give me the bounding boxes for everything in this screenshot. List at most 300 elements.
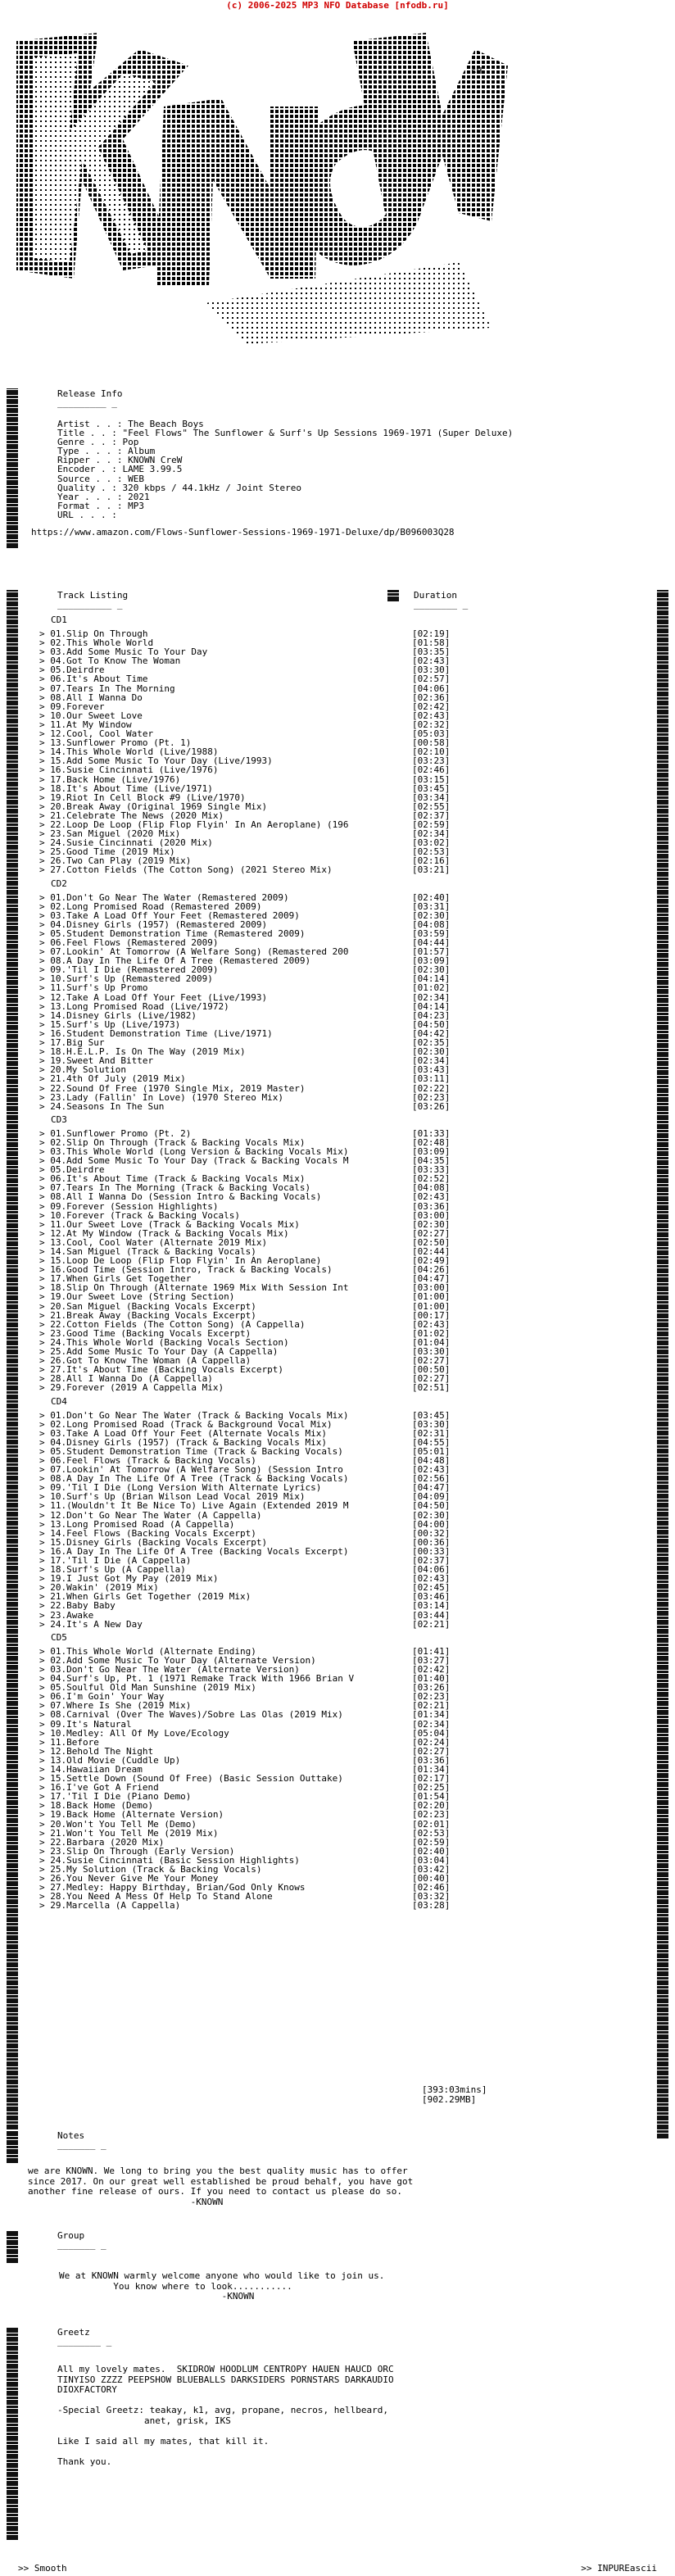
track-duration: [03:23]	[412, 756, 451, 766]
track-row	[39, 993, 461, 1002]
known-ascii-logo	[0, 16, 524, 361]
track-row	[39, 665, 461, 674]
track-duration: [05:04]	[412, 1728, 451, 1738]
track-duration: [02:48]	[412, 1137, 451, 1147]
track-title: > 04.Disney Girls (1957) (Track & Backing Vocals Mix)	[39, 1437, 327, 1447]
track-row	[39, 1474, 461, 1483]
track-title: > 09.It's Natural	[39, 1719, 132, 1729]
track-title: > 21.Won't You Tell Me (2019 Mix)	[39, 1828, 219, 1838]
track-row	[39, 729, 461, 738]
track-title: > 15.Disney Girls (Backing Vocals Excerpt)	[39, 1537, 268, 1547]
release-info-field: Source . . : WEB	[57, 474, 144, 483]
track-row	[39, 920, 461, 929]
track-title: > 16.Susie Cincinnati (Live/1976)	[39, 765, 219, 775]
track-title: > 17.'Til I Die (Piano Demo)	[39, 1792, 192, 1802]
track-row	[39, 1292, 461, 1301]
track-row	[39, 802, 461, 811]
disc-heading: CD2	[51, 878, 67, 889]
track-duration: [02:27]	[412, 1356, 451, 1366]
track-row	[39, 702, 461, 711]
track-title: > 04.Got To Know The Woman	[39, 656, 181, 666]
track-title: > 08.A Day In The Life Of A Tree (Track & Backing Vocals)	[39, 1474, 349, 1484]
notes-heading: Notes	[57, 2130, 85, 2141]
track-row	[39, 1592, 461, 1601]
track-list	[39, 611, 461, 1910]
release-info-field: Artist . . : The Beach Boys	[57, 420, 204, 429]
track-duration: [02:37]	[412, 1556, 451, 1566]
track-title: > 18.Back Home (Demo)	[39, 1801, 154, 1811]
track-title: > 24.Susie Cincinnati (2020 Mix)	[39, 838, 213, 848]
track-row	[39, 1038, 461, 1047]
track-title: > 19.Our Sweet Love (String Section)	[39, 1292, 235, 1302]
track-title: > 14.Disney Girls (Live/1982)	[39, 1010, 197, 1020]
track-duration: [04:50]	[412, 1019, 451, 1029]
track-duration: [01:00]	[412, 1301, 451, 1311]
disc-heading: CD4	[51, 1395, 67, 1407]
total-time: [393:03mins]	[422, 2084, 487, 2095]
track-row	[39, 1202, 461, 1211]
track-row	[39, 829, 461, 838]
track-row	[39, 629, 461, 638]
footer-left: >> Smooth	[18, 2563, 67, 2574]
track-title: > 22.Loop De Loop (Flip Flop Flyin' In An Aeroplane) (196	[39, 819, 349, 830]
release-info-field: Quality . : 320 kbps / 44.1kHz / Joint Stereo	[57, 483, 302, 492]
release-url[interactable]: https://www.amazon.com/Flows-Sunflower-Sessions-1969-1971-Deluxe/dp/B096003Q28	[31, 527, 455, 537]
track-row	[39, 1501, 461, 1510]
track-title: > 07.Lookin' At Tomorrow (A Welfare Song) (Remastered 200	[39, 947, 349, 957]
track-duration: [04:44]	[412, 938, 451, 948]
track-row	[39, 1865, 461, 1874]
track-row	[39, 1065, 461, 1074]
track-duration: [02:49]	[412, 1256, 451, 1266]
track-row	[39, 1084, 461, 1093]
track-row	[39, 1220, 461, 1229]
track-title: > 24.This Whole World (Backing Vocals Section)	[39, 1337, 289, 1348]
track-title: > 20.Wakin' (2019 Mix)	[39, 1583, 159, 1593]
disc-heading: CD5	[51, 1631, 67, 1643]
track-row	[39, 865, 461, 874]
nfo-footer	[0, 2563, 675, 2576]
track-duration: [02:34]	[412, 992, 451, 1002]
track-title: > 13.Long Promised Road (A Cappella)	[39, 1519, 235, 1529]
track-title: > 04.Surf's Up, Pt. 1 (1971 Remake Track With 1966 Brian V	[39, 1674, 355, 1684]
section-bar-left	[7, 2130, 18, 2163]
track-row	[39, 983, 461, 992]
track-row	[39, 1156, 461, 1165]
track-row	[39, 765, 461, 774]
track-duration: [02:20]	[412, 1801, 451, 1811]
track-title: > 07.Tears In The Morning (Track & Backing Vocals)	[39, 1183, 311, 1193]
track-row	[39, 1601, 461, 1610]
heading-underline: _________ _	[57, 397, 117, 408]
tracklist-heading: Track Listing	[57, 590, 129, 601]
track-duration: [03:14]	[412, 1601, 451, 1611]
track-row	[39, 720, 461, 729]
track-title: > 13.Old Movie (Cuddle Up)	[39, 1755, 181, 1765]
track-title: > 21.4th Of July (2019 Mix)	[39, 1074, 186, 1084]
track-duration: [00:36]	[412, 1537, 451, 1547]
track-title: > 24.It's A New Day	[39, 1619, 143, 1629]
track-row	[39, 693, 461, 702]
track-row	[39, 1329, 461, 1338]
track-duration: [02:34]	[412, 1719, 451, 1729]
track-duration: [02:43]	[412, 1319, 451, 1329]
track-duration: [04:35]	[412, 1156, 451, 1166]
track-duration: [02:45]	[412, 1583, 451, 1593]
track-duration: [04:06]	[412, 683, 451, 693]
track-title: > 06.It's About Time	[39, 674, 148, 684]
track-row	[39, 1183, 461, 1192]
track-duration: [02:46]	[412, 1883, 451, 1893]
track-duration: [04:00]	[412, 1519, 451, 1529]
track-title: > 12.At My Window (Track & Backing Vocals Mix)	[39, 1228, 289, 1238]
track-duration: [02:23]	[412, 1810, 451, 1820]
track-title: > 04.Add Some Music To Your Day (Track & Backing Vocals M	[39, 1156, 349, 1166]
release-info-field: Genre . . : Pop	[57, 438, 139, 447]
section-bar-right	[657, 590, 668, 2138]
track-row	[39, 1492, 461, 1501]
track-duration: [01:54]	[412, 1792, 451, 1802]
track-duration: [03:26]	[412, 1683, 451, 1693]
track-row	[39, 1420, 461, 1429]
track-row	[39, 1047, 461, 1056]
track-row	[39, 1810, 461, 1819]
track-row	[39, 1747, 461, 1756]
release-info-field: Title . . : "Feel Flows" The Sunflower & Surf's Up Sessions 1969-1971 (Super Deluxe)	[57, 429, 514, 438]
track-duration: [02:01]	[412, 1819, 451, 1829]
track-duration: [03:11]	[412, 1074, 451, 1084]
track-title: > 17.Big Sur	[39, 1038, 105, 1048]
track-duration: [02:25]	[412, 1783, 451, 1793]
track-title: > 19.Riot In Cell Block #9 (Live/1970)	[39, 792, 246, 802]
track-row	[39, 747, 461, 756]
track-title: > 24.Seasons In The Sun	[39, 1101, 165, 1111]
track-title: > 05.Deirdre	[39, 665, 105, 675]
track-duration: [02:16]	[412, 856, 451, 866]
track-row	[39, 947, 461, 956]
track-row	[39, 1820, 461, 1829]
track-duration: [02:43]	[412, 1192, 451, 1202]
track-duration: [00:40]	[412, 1874, 451, 1884]
track-title: > 29.Marcella (A Cappella)	[39, 1901, 181, 1911]
release-info-field: Year . . . : 2021	[57, 492, 150, 501]
track-duration: [03:33]	[412, 1165, 451, 1175]
track-title: > 09.Forever	[39, 701, 105, 711]
track-row	[39, 838, 461, 847]
track-title: > 12.Cool, Cool Water	[39, 729, 154, 739]
track-row	[39, 1720, 461, 1729]
track-row	[39, 965, 461, 974]
track-duration: [02:35]	[412, 1038, 451, 1048]
section-bar-left	[7, 590, 18, 2138]
track-duration: [02:43]	[412, 1465, 451, 1475]
track-duration: [02:30]	[412, 1219, 451, 1229]
track-row	[39, 938, 461, 947]
track-row	[39, 1247, 461, 1256]
track-row	[39, 1883, 461, 1892]
track-row	[39, 1738, 461, 1747]
track-row	[39, 1456, 461, 1465]
track-duration: [03:15]	[412, 774, 451, 784]
track-row	[39, 893, 461, 902]
track-title: > 10.Surf's Up (Remastered 2009)	[39, 974, 213, 984]
track-title: > 12.Behold The Night	[39, 1746, 154, 1756]
disc-heading: CD1	[51, 615, 67, 625]
track-duration: [03:45]	[412, 1410, 451, 1420]
track-title: > 14.San Miguel (Track & Backing Vocals)	[39, 1247, 256, 1257]
track-duration: [03:00]	[412, 1283, 451, 1293]
track-title: > 09.Forever (Session Highlights)	[39, 1201, 219, 1211]
track-title: > 18.Slip On Through (Alternate 1969 Mix With Session Int	[39, 1283, 349, 1293]
track-row	[39, 820, 461, 829]
track-duration: [03:31]	[412, 901, 451, 911]
track-title: > 01.Slip On Through	[39, 629, 148, 639]
track-title: > 05.Student Demonstration Time (Remastered 2009)	[39, 928, 306, 938]
track-duration: [04:42]	[412, 1028, 451, 1039]
track-title: > 19.Back Home (Alternate Version)	[39, 1810, 224, 1820]
track-duration: [02:30]	[412, 965, 451, 975]
track-title: > 15.Settle Down (Sound Of Free) (Basic Session Outtake)	[39, 1774, 343, 1784]
track-title: > 03.Don't Go Near The Water (Alternate Version)	[39, 1664, 300, 1675]
track-row	[39, 1774, 461, 1783]
track-title: > 19.Sweet And Bitter	[39, 1056, 154, 1066]
track-duration: [03:45]	[412, 783, 451, 793]
track-duration: [02:55]	[412, 801, 451, 811]
track-duration: [02:52]	[412, 1174, 451, 1184]
track-title: > 11.At My Window	[39, 719, 132, 730]
track-title: > 28.All I Wanna Do (A Cappella)	[39, 1374, 213, 1384]
track-title: > 09.'Til I Die (Long Version With Alternate Lyrics)	[39, 1483, 322, 1493]
track-row	[39, 1483, 461, 1492]
track-duration: [02:23]	[412, 1092, 451, 1102]
heading-underline: ________ _	[57, 2336, 112, 2347]
footer-right: >> INPUREascii	[581, 2563, 657, 2574]
track-title: > 27.Medley: Happy Birthday, Brian/God Only Knows	[39, 1883, 306, 1893]
track-title: > 02.This Whole World	[39, 638, 154, 648]
track-duration: [02:43]	[412, 1574, 451, 1584]
notes-text: we are KNOWN. We long to bring you the best quality music has to offer since 2017. On our great well established be proud behalf, you have got another fine release of ours. If you need to contact us please do so. -KNOWN	[28, 2166, 414, 2207]
track-row	[39, 1701, 461, 1710]
track-row	[39, 1302, 461, 1311]
heading-underline: ________ _	[414, 599, 469, 610]
track-duration: [04:08]	[412, 919, 451, 929]
track-duration: [02:24]	[412, 1737, 451, 1747]
track-title: > 24.Susie Cincinnati (Basic Session Highlights)	[39, 1855, 300, 1865]
track-duration: [04:09]	[412, 1492, 451, 1502]
track-duration: [02:56]	[412, 1474, 451, 1484]
track-title: > 11.Surf's Up Promo	[39, 983, 148, 993]
track-duration: [03:32]	[412, 1892, 451, 1902]
track-title: > 17.Back Home (Live/1976)	[39, 774, 181, 784]
heading-underline: _______ _	[57, 2139, 106, 2150]
track-row	[39, 1229, 461, 1238]
track-title: > 02.Long Promised Road (Track & Background Vocal Mix)	[39, 1419, 333, 1429]
track-duration: [01:40]	[412, 1674, 451, 1684]
greetz-heading: Greetz	[57, 2327, 90, 2338]
track-duration: [02:43]	[412, 656, 451, 666]
track-duration: [00:58]	[412, 738, 451, 748]
track-row	[39, 647, 461, 656]
track-duration: [04:14]	[412, 974, 451, 984]
greetz-section	[7, 2327, 668, 2540]
track-title: > 05.Student Demonstration Time (Track & Backing Vocals)	[39, 1446, 343, 1456]
track-duration: [00:50]	[412, 1365, 451, 1375]
release-info-section	[7, 388, 668, 585]
track-duration: [02:22]	[412, 1083, 451, 1093]
track-title: > 22.Baby Baby	[39, 1601, 116, 1611]
track-duration: [02:40]	[412, 1846, 451, 1856]
tracklist-section	[7, 590, 668, 2138]
track-duration: [03:21]	[412, 865, 451, 875]
track-title: > 10.Our Sweet Love	[39, 710, 143, 720]
track-title: > 20.Won't You Tell Me (Demo)	[39, 1819, 197, 1829]
track-row	[39, 1383, 461, 1392]
track-duration: [02:42]	[412, 701, 451, 711]
track-duration: [02:30]	[412, 1047, 451, 1057]
track-duration: [03:30]	[412, 665, 451, 675]
track-duration: [02:50]	[412, 1237, 451, 1247]
release-info-heading: Release Info	[57, 388, 123, 399]
track-title: > 06.I'm Goin' Your Way	[39, 1692, 165, 1702]
track-duration: [01:57]	[412, 947, 451, 957]
track-row	[39, 1347, 461, 1356]
track-row	[39, 1283, 461, 1292]
track-duration: [02:51]	[412, 1383, 451, 1393]
release-info-field: Encoder . : LAME 3.99.5	[57, 465, 183, 474]
track-duration: [03:30]	[412, 1347, 451, 1357]
track-title: > 23.Awake	[39, 1610, 94, 1620]
track-title: > 04.Disney Girls (1957) (Remastered 2009)	[39, 919, 268, 929]
track-duration: [02:59]	[412, 1837, 451, 1847]
track-row	[39, 1829, 461, 1838]
release-info-fields	[57, 420, 513, 519]
track-title: > 06.Feel Flows (Track & Backing Vocals)	[39, 1455, 256, 1466]
total-size: [902.29MB]	[422, 2094, 477, 2105]
track-duration: [02:36]	[412, 692, 451, 702]
track-duration: [03:28]	[412, 1901, 451, 1911]
track-duration: [02:42]	[412, 1664, 451, 1675]
track-row	[39, 1856, 461, 1865]
track-row	[39, 1074, 461, 1083]
track-duration: [02:31]	[412, 1428, 451, 1438]
track-title: > 14.Hawaiian Dream	[39, 1764, 143, 1775]
track-duration: [03:36]	[412, 1755, 451, 1765]
track-duration: [04:06]	[412, 1565, 451, 1575]
logo-tag: sH	[471, 66, 482, 76]
track-row	[39, 1847, 461, 1856]
greetz-text: All my lovely mates. SKIDROW HOODLUM CENTROPY HAUEN HAUCD ORC TINYISO ZZZZ PEEPSHOW BLUEBALLS DARKSIDERS PORNSTARS DARKAUDIO DIOXFACTORY -Special Greetz: teakay, k1, avg, propane, necros, hellbeard, anet, grisk, IKS Like I said all my mates, that kill it. Thank you.	[57, 2364, 394, 2467]
heading-underline: _______ _	[57, 2239, 106, 2250]
track-title: > 23.Slip On Through (Early Version)	[39, 1846, 235, 1856]
track-title: > 27.Cotton Fields (The Cotton Song) (2021 Stereo Mix)	[39, 865, 333, 875]
track-row	[39, 1338, 461, 1347]
track-title: > 02.Long Promised Road (Remastered 2009)	[39, 901, 262, 911]
track-row	[39, 784, 461, 793]
track-duration: [03:42]	[412, 1865, 451, 1875]
track-title: > 10.Medley: All Of My Love/Ecology	[39, 1728, 229, 1738]
release-info-field: Type . . . : Album	[57, 447, 156, 456]
track-row	[39, 1874, 461, 1883]
track-duration: [02:17]	[412, 1774, 451, 1784]
track-title: > 13.Cool, Cool Water (Alternate 2019 Mix)	[39, 1237, 268, 1247]
track-title: > 11.Our Sweet Love (Track & Backing Vocals Mix)	[39, 1219, 300, 1229]
track-title: > 27.It's About Time (Backing Vocals Excerpt)	[39, 1365, 284, 1375]
track-row	[39, 1520, 461, 1529]
track-title: > 25.My Solution (Track & Backing Vocals)	[39, 1865, 262, 1875]
track-row	[39, 1374, 461, 1383]
track-title: > 20.Break Away (Original 1969 Single Mix)	[39, 801, 268, 811]
track-duration: [04:47]	[412, 1483, 451, 1493]
track-title: > 25.Good Time (2019 Mix)	[39, 847, 175, 857]
track-duration: [02:53]	[412, 847, 451, 857]
track-row	[39, 1020, 461, 1029]
track-row	[39, 1056, 461, 1065]
track-row	[39, 738, 461, 747]
track-duration: [02:34]	[412, 1056, 451, 1066]
track-row	[39, 1656, 461, 1665]
track-title: > 18.Surf's Up (A Cappella)	[39, 1565, 186, 1575]
track-title: > 19.I Just Got My Pay (2019 Mix)	[39, 1574, 219, 1584]
track-title: > 28.You Need A Mess Of Help To Stand Alone	[39, 1892, 273, 1902]
track-title: > 05.Soulful Old Man Sunshine (2019 Mix)	[39, 1683, 256, 1693]
track-duration: [01:33]	[412, 1128, 451, 1138]
track-title: > 21.Celebrate The News (2020 Mix)	[39, 810, 224, 820]
track-row	[39, 1511, 461, 1520]
track-duration: [01:02]	[412, 983, 451, 993]
track-title: > 18.H.E.L.P. Is On The Way (2019 Mix)	[39, 1047, 246, 1057]
track-row	[39, 911, 461, 920]
track-row	[39, 1429, 461, 1438]
track-title: > 02.Add Some Music To Your Day (Alternate Version)	[39, 1655, 316, 1665]
track-duration: [03:30]	[412, 1419, 451, 1429]
track-title: > 08.A Day In The Life Of A Tree (Remastered 2009)	[39, 956, 311, 966]
track-title: > 07.Tears In The Morning	[39, 683, 175, 693]
track-row	[39, 1238, 461, 1247]
track-title: > 03.Take A Load Off Your Feet (Alternate Vocals Mix)	[39, 1428, 327, 1438]
track-title: > 16.Student Demonstration Time (Live/1971)	[39, 1028, 273, 1039]
track-row	[39, 1838, 461, 1847]
track-row	[39, 1174, 461, 1183]
track-row	[39, 1583, 461, 1592]
track-row	[39, 1765, 461, 1774]
track-row	[39, 1447, 461, 1456]
track-row	[39, 1538, 461, 1547]
track-title: > 12.Don't Go Near The Water (A Cappella)	[39, 1510, 262, 1520]
track-duration: [00:33]	[412, 1546, 451, 1556]
track-row	[39, 1192, 461, 1201]
track-duration: [03:02]	[412, 838, 451, 848]
track-title: > 22.Sound Of Free (1970 Single Mix, 2019 Master)	[39, 1083, 306, 1093]
track-title: > 13.Long Promised Road (Live/1972)	[39, 1001, 229, 1011]
track-duration: [01:58]	[412, 638, 451, 648]
track-duration: [04:08]	[412, 1183, 451, 1193]
track-title: > 07.Where Is She (2019 Mix)	[39, 1701, 192, 1711]
track-row	[39, 1138, 461, 1147]
track-title: > 25.Add Some Music To Your Day (A Cappella)	[39, 1347, 279, 1357]
track-title: > 06.It's About Time (Track & Backing Vocals Mix)	[39, 1174, 306, 1184]
track-duration: [03:04]	[412, 1855, 451, 1865]
track-row	[39, 1265, 461, 1274]
track-duration: [03:44]	[412, 1610, 451, 1620]
track-title: > 05.Deirdre	[39, 1165, 105, 1175]
track-row	[39, 793, 461, 802]
track-row	[39, 1565, 461, 1574]
track-title: > 06.Feel Flows (Remastered 2009)	[39, 938, 219, 948]
track-title: > 03.Add Some Music To Your Day	[39, 647, 208, 657]
track-row	[39, 1665, 461, 1674]
track-title: > 22.Cotton Fields (The Cotton Song) (A Cappella)	[39, 1319, 306, 1329]
track-title: > 03.Take A Load Off Your Feet (Remastered 2009)	[39, 910, 300, 920]
